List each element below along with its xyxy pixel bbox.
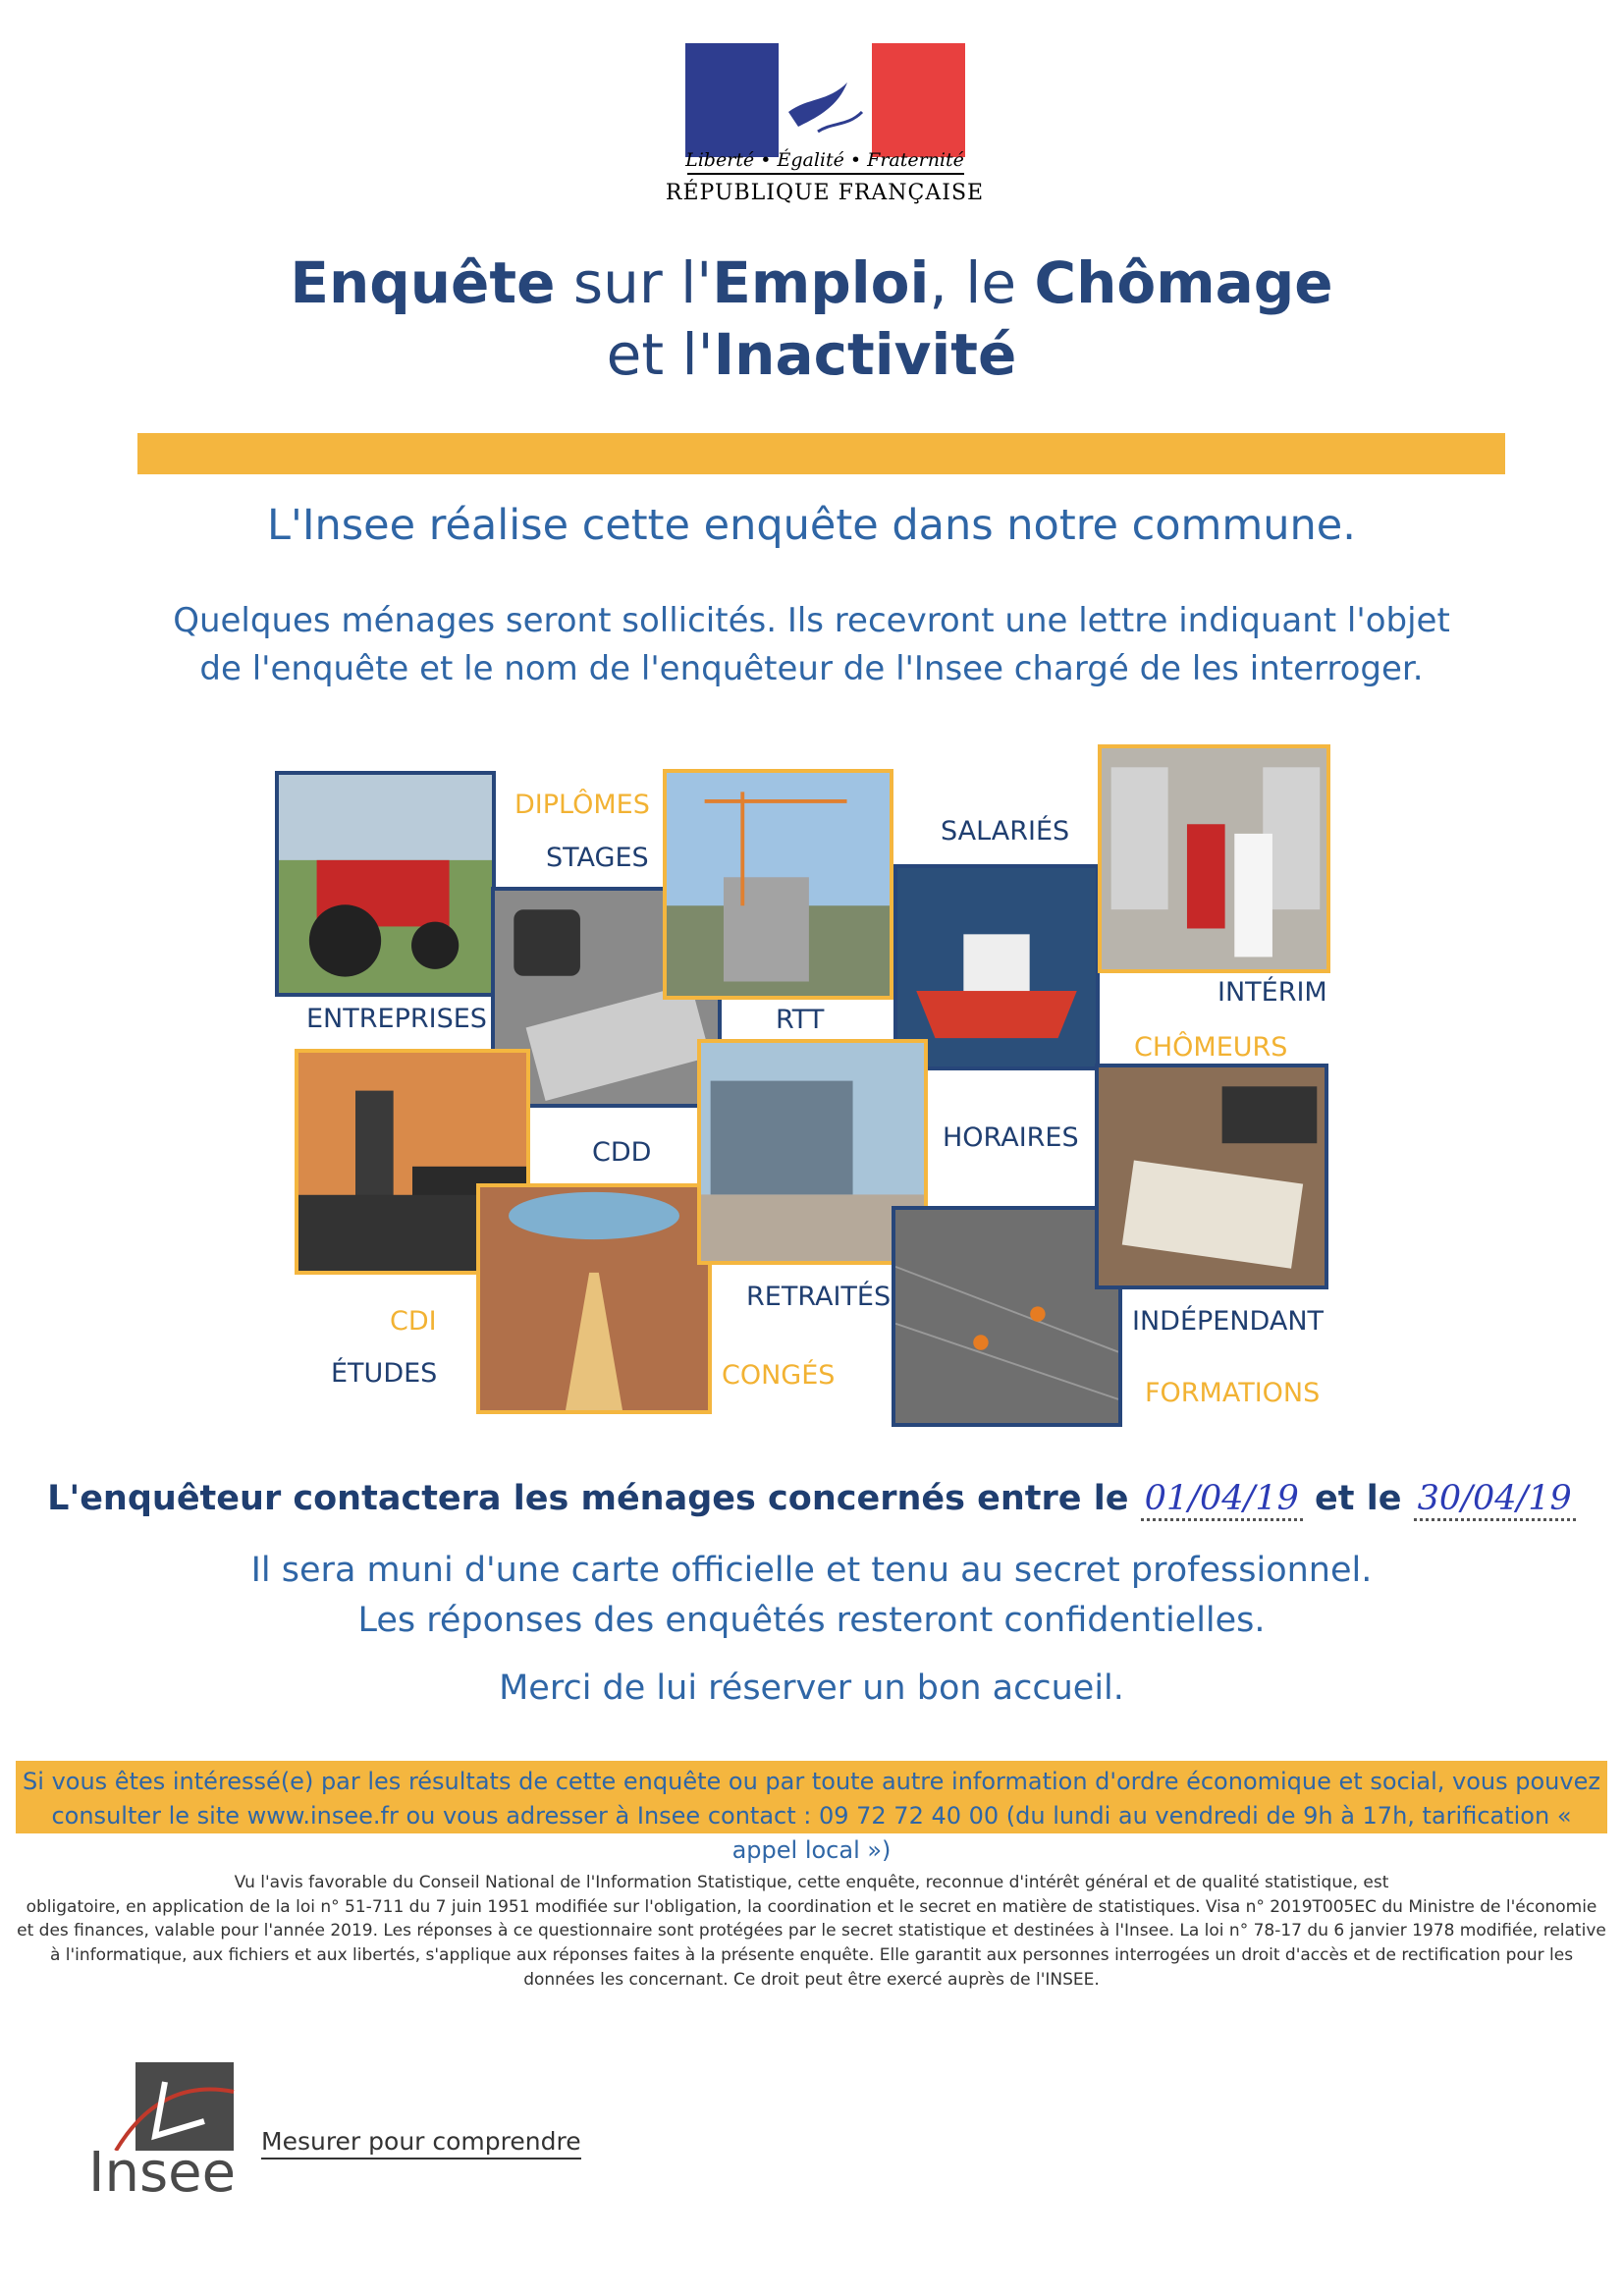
insee-mark-icon: [86, 2062, 243, 2151]
title-word: sur l': [555, 249, 713, 316]
marianne-logo: [685, 43, 965, 157]
title-underline-bar: [137, 433, 1505, 474]
title-word: Emploi: [712, 249, 930, 316]
insee-tagline: Mesurer pour comprendre: [261, 2127, 581, 2159]
info-text: [16, 1765, 1607, 1867]
legal-line: données les concernant. Ce droit peut être exercé auprès de l'INSEE.: [523, 1969, 1100, 1990]
flag-red-band: [872, 43, 965, 157]
flag-white-band: [779, 43, 872, 157]
word-cdd: CDD: [592, 1137, 652, 1168]
message-block: [98, 1546, 1525, 1646]
word-cdi: CDI: [390, 1306, 437, 1337]
info-line: consulter le site www.insee.fr ou vous adresser à Insee contact : 09 72 72 40 00 (du lundi au vendredi de 9h à 17h, tarification « appel local »): [51, 1801, 1572, 1864]
photo-office-desk: [1095, 1064, 1328, 1289]
legal-notice: [16, 1871, 1607, 1992]
intro-text: [118, 597, 1505, 694]
title-word: Chômage: [1034, 249, 1333, 316]
word-independant: INDÉPENDANT: [1132, 1306, 1325, 1337]
title-word: et l': [606, 320, 714, 388]
photo-construction: [663, 769, 893, 1000]
message-line: Les réponses des enquêtés resteront confidentielles.: [357, 1600, 1266, 1640]
title-word: Enquête: [290, 249, 556, 316]
insee-wordmark: Insee: [88, 2141, 237, 2205]
legal-line: à l'informatique, aux fichiers et aux libertés, s'applique aux réponses faites à la présente enquête. Elle garantit aux personnes interrogées un droit d'accès et de rectification pour les: [49, 1944, 1574, 1965]
photo-tractor: [275, 771, 496, 997]
logo-divider: [687, 173, 964, 175]
contact-middle: et le: [1302, 1479, 1414, 1518]
word-horaires: HORAIRES: [943, 1122, 1079, 1153]
date-start: 01/04/19: [1141, 1479, 1303, 1521]
photo-mall: [476, 1183, 712, 1414]
page-title: [196, 247, 1427, 390]
intro-line: de l'enquête et le nom de l'enquêteur de l'Insee chargé de les interroger.: [199, 649, 1424, 689]
photo-wine-cellar: [1098, 744, 1330, 973]
word-etudes: ÉTUDES: [331, 1358, 438, 1389]
legal-line: et des finances, valable pour l'année 2019. Les réponses à ce questionnaire sont protégées par le secret statistique et destinées à l'Insee. La loi n° 78-17 du 6 janvier 1978 modifiée, relative: [17, 1921, 1606, 1941]
message-line: Il sera muni d'une carte officielle et tenu au secret professionnel.: [250, 1551, 1373, 1590]
title-word: Inactivité: [713, 320, 1017, 388]
word-chomeurs: CHÔMEURS: [1134, 1032, 1288, 1063]
title-word: , le: [929, 249, 1035, 316]
info-line: Si vous êtes intéressé(e) par les résultats de cette enquête ou par toute autre information d'ordre économique et social, vous pouvez: [23, 1768, 1600, 1795]
marianne-profile-icon: [779, 43, 872, 157]
republic-name: RÉPUBLIQUE FRANÇAISE: [665, 181, 985, 205]
republic-motto: Liberté • Égalité • Fraternité: [685, 149, 964, 171]
word-diplomes: DIPLÔMES: [514, 790, 650, 820]
word-rtt: RTT: [776, 1005, 825, 1035]
word-conges: CONGÉS: [722, 1360, 836, 1391]
word-retraites: RETRAITÉS: [746, 1282, 892, 1312]
contact-prefix: L'enquêteur contactera les ménages concernés entre le: [47, 1479, 1141, 1518]
word-formations: FORMATIONS: [1145, 1378, 1321, 1408]
word-stages: STAGES: [546, 843, 649, 873]
word-interim: INTÉRIM: [1217, 977, 1327, 1008]
word-salaries: SALARIÉS: [941, 816, 1070, 847]
photo-worksite: [892, 1206, 1122, 1427]
contact-period: [39, 1479, 1584, 1518]
date-end: 30/04/19: [1414, 1479, 1576, 1521]
welcome-message: Merci de lui réserver un bon accueil.: [499, 1668, 1124, 1708]
legal-line: obligatoire, en application de la loi n° 51-711 du 7 juin 1951 modifiée sur l'obligation, la coordination et le secret en matière de statistiques. Visa n° 2019T005EC du Ministre de l'économie: [26, 1896, 1597, 1917]
word-entreprises: ENTREPRISES: [306, 1004, 487, 1034]
legal-line: Vu l'avis favorable du Conseil National de l'Information Statistique, cette enquête, reconnue d'intérêt général et de qualité statistique, est: [234, 1873, 1389, 1892]
subtitle: L'Insee réalise cette enquête dans notre commune.: [267, 501, 1356, 550]
intro-line: Quelques ménages seront sollicités. Ils recevront une lettre indiquant l'objet: [173, 601, 1450, 640]
flag-blue-band: [685, 43, 779, 157]
